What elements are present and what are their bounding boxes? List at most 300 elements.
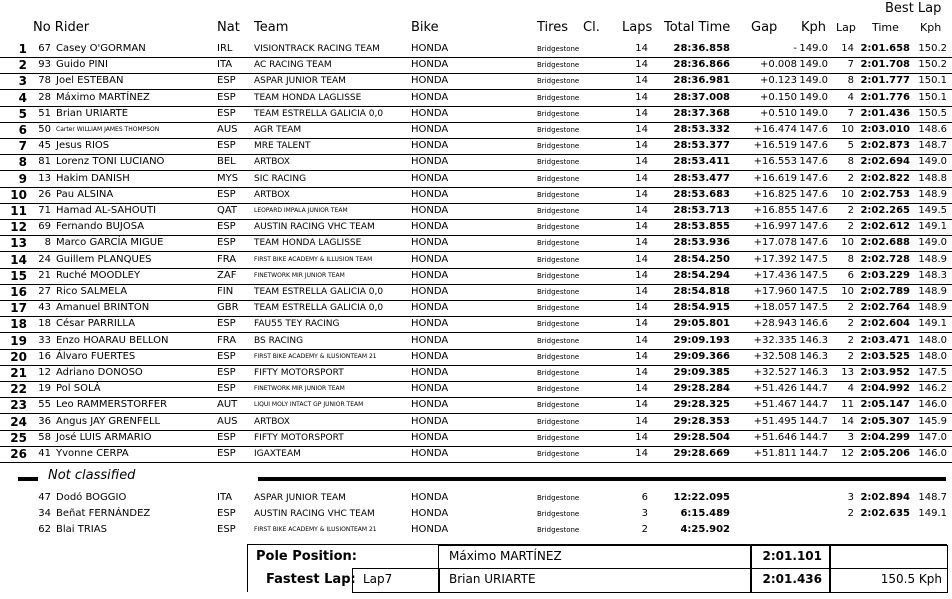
position: 15 bbox=[10, 268, 27, 283]
table-row bbox=[0, 414, 952, 431]
bike: HONDA bbox=[411, 492, 449, 503]
rider-number: 27 bbox=[38, 286, 51, 297]
total-time: 28:54.915 bbox=[673, 302, 730, 314]
bike: HONDA bbox=[411, 524, 449, 535]
laps: 14 bbox=[635, 448, 648, 459]
rider-number: 67 bbox=[38, 43, 51, 54]
gap: +17.436 bbox=[753, 269, 797, 281]
team-name: VISIONTRACK RACING TEAM bbox=[254, 44, 380, 54]
laps: 2 bbox=[641, 524, 648, 535]
team-name: FIRST BIKE ACADEMY & ILUSIONTEAM 21 bbox=[254, 352, 377, 360]
gap: +16.553 bbox=[753, 156, 797, 168]
best-lap-kph: 146.0 bbox=[918, 448, 947, 459]
best-lap-kph: 147.0 bbox=[918, 431, 947, 443]
table-row bbox=[0, 446, 952, 463]
rider-name: Leo RAMMERSTORFER bbox=[56, 399, 168, 411]
kph: 147.5 bbox=[799, 286, 828, 297]
bike: HONDA bbox=[411, 156, 449, 168]
gap: - bbox=[793, 43, 797, 54]
laps: 14 bbox=[635, 59, 648, 71]
fastest-lap-number: Lap7 bbox=[363, 572, 393, 586]
bike: HONDA bbox=[411, 188, 449, 200]
best-lap-kph: 149.1 bbox=[918, 318, 947, 330]
tires: Bridgestone bbox=[537, 401, 580, 410]
kph: 147.5 bbox=[799, 302, 828, 314]
total-time: 28:53.683 bbox=[673, 188, 730, 200]
team-name: IGAXTEAM bbox=[254, 449, 301, 459]
team-name: FINETWORK MIR JUNIOR TEAM bbox=[254, 385, 345, 393]
nationality: ESP bbox=[217, 188, 236, 200]
section-divider-right bbox=[258, 477, 946, 481]
best-lap-kph: 150.2 bbox=[918, 43, 947, 54]
rider-name: Ruché MOODLEY bbox=[56, 269, 141, 281]
rider-number: 43 bbox=[38, 302, 51, 314]
gap: +51.811 bbox=[753, 448, 797, 459]
nationality: ESP bbox=[217, 75, 236, 87]
total-time: 28:53.936 bbox=[673, 237, 730, 249]
best-lap-number: 4 bbox=[847, 383, 854, 395]
rider-number: 26 bbox=[38, 188, 51, 200]
nationality: ESP bbox=[217, 107, 236, 119]
tires: Bridgestone bbox=[537, 417, 580, 426]
best-lap-time: 2:02.604 bbox=[860, 318, 910, 330]
best-lap-kph: 150.1 bbox=[918, 75, 947, 87]
table-row bbox=[0, 219, 952, 236]
rider-number: 58 bbox=[38, 431, 51, 443]
fastest-kph: 150.5 Kph bbox=[880, 572, 942, 586]
best-lap-time: 2:05.147 bbox=[860, 399, 910, 411]
table-row bbox=[0, 349, 952, 366]
tires: Bridgestone bbox=[537, 304, 580, 313]
tires: Bridgestone bbox=[537, 510, 580, 518]
best-lap-time: 2:02.894 bbox=[860, 492, 910, 503]
tires: Bridgestone bbox=[537, 433, 580, 442]
fastest-kph-box bbox=[829, 568, 948, 593]
tires: Bridgestone bbox=[537, 494, 580, 502]
bike: HONDA bbox=[411, 350, 449, 362]
laps: 14 bbox=[635, 75, 648, 87]
tires: Bridgestone bbox=[537, 174, 580, 183]
gap: +32.527 bbox=[753, 367, 797, 378]
laps: 14 bbox=[635, 286, 648, 297]
rider-name: Rico SALMELA bbox=[56, 286, 128, 297]
col-header-total-time: Total Time bbox=[664, 20, 731, 35]
best-lap-number: 14 bbox=[841, 43, 854, 54]
best-lap-kph: 148.8 bbox=[918, 172, 947, 184]
total-time: 29:09.385 bbox=[673, 367, 730, 378]
best-lap-time: 2:02.728 bbox=[860, 253, 910, 265]
best-lap-kph: 150.1 bbox=[918, 91, 947, 103]
rider-number: 34 bbox=[38, 508, 51, 519]
rider-number: 28 bbox=[38, 91, 51, 103]
bike: HONDA bbox=[411, 172, 449, 184]
kph: 146.3 bbox=[799, 367, 828, 378]
table-row bbox=[0, 171, 952, 188]
gap: +0.510 bbox=[759, 107, 797, 119]
col-header-best-lap-time: Time bbox=[872, 21, 899, 34]
rider-name: Hamad AL-SAHOUTI bbox=[56, 205, 157, 216]
position: 26 bbox=[10, 447, 27, 461]
bike: HONDA bbox=[411, 140, 449, 152]
col-header-cl: Cl. bbox=[583, 20, 600, 35]
col-header-best-lap-kph: Kph bbox=[920, 21, 942, 34]
position: 11 bbox=[10, 204, 27, 218]
kph: 149.0 bbox=[799, 107, 828, 119]
best-lap-time: 2:02.822 bbox=[860, 172, 910, 184]
col-header-nat: Nat bbox=[217, 20, 240, 35]
pole-time: 2:01.101 bbox=[762, 549, 822, 563]
kph: 144.7 bbox=[799, 399, 828, 411]
gap: +16.619 bbox=[753, 172, 797, 184]
kph: 147.6 bbox=[799, 124, 828, 135]
total-time: 28:36.858 bbox=[673, 43, 730, 54]
table-row bbox=[0, 300, 952, 317]
total-time: 6:15.489 bbox=[680, 508, 730, 519]
laps: 14 bbox=[635, 205, 648, 216]
col-header-laps: Laps bbox=[622, 20, 653, 35]
position: 5 bbox=[18, 106, 27, 121]
kph: 144.7 bbox=[799, 431, 828, 443]
rider-number: 71 bbox=[38, 205, 51, 216]
laps: 14 bbox=[635, 431, 648, 443]
laps: 14 bbox=[635, 107, 648, 119]
best-lap-number: 4 bbox=[847, 91, 854, 103]
team-name: TEAM ESTRELLA GALICIA 0,0 bbox=[254, 303, 384, 314]
best-lap-number: 2 bbox=[847, 205, 854, 216]
bike: HONDA bbox=[411, 269, 449, 281]
gap: +16.997 bbox=[753, 221, 797, 233]
kph: 144.7 bbox=[799, 415, 828, 427]
tires: Bridgestone bbox=[537, 255, 580, 264]
laps: 14 bbox=[635, 383, 648, 395]
rider-name: Fernando BUJOSA bbox=[56, 221, 145, 233]
bike: HONDA bbox=[411, 237, 449, 249]
nationality: GBR bbox=[217, 302, 239, 314]
rider-number: 12 bbox=[38, 367, 51, 378]
total-time: 28:36.866 bbox=[673, 59, 730, 71]
nationality: ZAF bbox=[217, 269, 237, 281]
rider-number: 24 bbox=[38, 253, 51, 265]
best-lap-number: 7 bbox=[847, 59, 854, 71]
best-lap-kph: 148.9 bbox=[918, 188, 947, 200]
tires: Bridgestone bbox=[537, 190, 580, 199]
table-row bbox=[0, 268, 952, 285]
rider-number: 81 bbox=[38, 156, 51, 168]
gap: +32.508 bbox=[753, 350, 797, 362]
best-lap-time: 2:03.525 bbox=[860, 350, 910, 362]
best-lap-kph: 146.0 bbox=[918, 399, 947, 411]
gap: +0.150 bbox=[759, 91, 797, 103]
laps: 14 bbox=[635, 140, 648, 152]
laps: 14 bbox=[635, 237, 648, 249]
gap: +0.123 bbox=[759, 75, 797, 87]
best-lap-kph: 145.9 bbox=[918, 415, 947, 427]
col-header-bike: Bike bbox=[411, 20, 439, 35]
table-row bbox=[0, 106, 952, 123]
col-header-best-lap-lap: Lap bbox=[836, 21, 856, 34]
team-name: ASPAR JUNIOR TEAM bbox=[254, 76, 346, 87]
tires: Bridgestone bbox=[537, 288, 580, 296]
table-row bbox=[0, 506, 952, 522]
rider-name: Guido PINI bbox=[56, 59, 108, 71]
tires: Bridgestone bbox=[537, 77, 580, 86]
total-time: 28:37.368 bbox=[673, 107, 730, 119]
bike: HONDA bbox=[411, 431, 449, 443]
team-name: MRE TALENT bbox=[254, 141, 311, 152]
rider-name: Lorenz TONI LUCIANO bbox=[56, 156, 165, 168]
tires: Bridgestone bbox=[537, 320, 580, 329]
tires: Bridgestone bbox=[537, 158, 580, 167]
position: 19 bbox=[10, 333, 27, 348]
team-name: AC RACING TEAM bbox=[254, 60, 332, 71]
rider-name: Angus JAY GRENFELL bbox=[56, 415, 161, 427]
nationality: MYS bbox=[217, 172, 239, 184]
bike: HONDA bbox=[411, 75, 449, 87]
gap: +0.008 bbox=[759, 59, 797, 71]
total-time: 4:25.902 bbox=[680, 524, 730, 535]
team-name: TEAM HONDA LAGLISSE bbox=[254, 238, 362, 249]
kph: 149.0 bbox=[799, 59, 828, 71]
kph: 149.0 bbox=[799, 75, 828, 87]
team-name: FIRST BIKE ACADEMY & ILUSIONTEAM 21 bbox=[254, 526, 377, 533]
best-lap-kph: 148.7 bbox=[918, 492, 947, 503]
tires: Bridgestone bbox=[537, 526, 580, 534]
nationality: ESP bbox=[217, 140, 236, 152]
rider-number: 33 bbox=[38, 334, 51, 346]
section-divider-left bbox=[18, 477, 38, 481]
tires: Bridgestone bbox=[537, 369, 580, 377]
rider-number: 41 bbox=[38, 448, 51, 459]
rider-number: 13 bbox=[38, 172, 51, 184]
best-lap-kph: 148.9 bbox=[918, 253, 947, 265]
kph: 146.3 bbox=[799, 350, 828, 362]
laps: 14 bbox=[635, 367, 648, 378]
best-lap-time: 2:02.873 bbox=[860, 140, 910, 152]
tires: Bridgestone bbox=[537, 352, 580, 361]
kph: 147.6 bbox=[799, 188, 828, 200]
position: 24 bbox=[10, 414, 27, 429]
bike: HONDA bbox=[411, 302, 449, 314]
table-row bbox=[0, 154, 952, 171]
bike: HONDA bbox=[411, 59, 449, 71]
position: 16 bbox=[10, 285, 27, 299]
col-header-tires: Tires bbox=[537, 20, 568, 35]
rider-name: Brian URIARTE bbox=[56, 107, 129, 119]
bike: HONDA bbox=[411, 43, 449, 54]
bike: HONDA bbox=[411, 205, 449, 216]
gap: +51.495 bbox=[753, 415, 797, 427]
position: 17 bbox=[10, 301, 27, 316]
rider-name: Marco GARCÍA MIGUE bbox=[56, 237, 164, 249]
fastest-lap-label: Fastest Lap: bbox=[266, 572, 356, 587]
position: 23 bbox=[10, 398, 27, 413]
best-lap-time: 2:02.789 bbox=[860, 286, 910, 297]
total-time: 28:54.250 bbox=[673, 253, 730, 265]
best-lap-number: 11 bbox=[841, 399, 854, 411]
table-row bbox=[0, 397, 952, 414]
total-time: 28:54.818 bbox=[673, 286, 730, 297]
rider-name: Beñat FERNÁNDEZ bbox=[56, 508, 151, 519]
gap: +51.646 bbox=[753, 431, 797, 443]
kph: 146.6 bbox=[799, 318, 828, 330]
best-lap-number: 10 bbox=[841, 188, 854, 200]
team-name: FIFTY MOTORSPORT bbox=[254, 432, 344, 443]
kph: 147.6 bbox=[799, 140, 828, 152]
table-row bbox=[0, 490, 952, 506]
team-name: TEAM HONDA LAGLISSE bbox=[254, 92, 362, 103]
tires: Bridgestone bbox=[537, 239, 580, 248]
rider-name: Pau ALSINA bbox=[56, 188, 114, 200]
rider-number: 21 bbox=[38, 269, 51, 281]
best-lap-number: 3 bbox=[847, 492, 854, 503]
bike: HONDA bbox=[411, 91, 449, 103]
total-time: 29:05.801 bbox=[673, 318, 730, 330]
total-time: 29:28.353 bbox=[673, 415, 730, 427]
team-name: FIRST BIKE ACADEMY & ILLUSION TEAM bbox=[254, 255, 373, 263]
rider-name: César PARRILLA bbox=[56, 318, 136, 330]
position: 8 bbox=[18, 155, 27, 170]
laps: 14 bbox=[635, 188, 648, 200]
nationality: QAT bbox=[217, 205, 238, 216]
gap: +17.392 bbox=[753, 253, 797, 265]
best-lap-number: 2 bbox=[847, 221, 854, 233]
best-lap-time: 2:02.635 bbox=[860, 508, 910, 519]
table-row bbox=[0, 252, 952, 269]
bike: HONDA bbox=[411, 448, 449, 459]
table-row bbox=[0, 284, 952, 301]
kph: 147.5 bbox=[799, 253, 828, 265]
laps: 14 bbox=[635, 269, 648, 281]
rider-name: Enzo HOARAU BELLON bbox=[56, 334, 169, 346]
best-lap-number: 10 bbox=[841, 237, 854, 249]
nationality: ESP bbox=[217, 383, 236, 395]
kph: 149.0 bbox=[799, 91, 828, 103]
rider-name: Jesus RIOS bbox=[56, 140, 110, 152]
best-lap-kph: 149.0 bbox=[918, 156, 947, 168]
best-lap-time: 2:01.777 bbox=[860, 75, 910, 87]
best-lap-kph: 149.0 bbox=[918, 237, 947, 249]
laps: 14 bbox=[635, 91, 648, 103]
rider-name: Joel ESTEBAN bbox=[56, 75, 124, 87]
best-lap-kph: 148.9 bbox=[918, 286, 947, 297]
bike: HONDA bbox=[411, 107, 449, 119]
nationality: ESP bbox=[217, 448, 236, 459]
position: 20 bbox=[10, 349, 27, 364]
gap: +16.855 bbox=[753, 205, 797, 216]
rider-name: Amanuel BRINTON bbox=[56, 302, 150, 314]
best-lap-time: 2:05.307 bbox=[860, 415, 910, 427]
rider-number: 18 bbox=[38, 318, 51, 330]
bike: HONDA bbox=[411, 318, 449, 330]
table-row bbox=[0, 381, 952, 398]
col-header-gap: Gap bbox=[751, 20, 778, 35]
best-lap-number: 12 bbox=[841, 448, 854, 459]
table-row bbox=[0, 122, 952, 139]
rider-number: 8 bbox=[44, 237, 51, 249]
nationality: AUT bbox=[217, 399, 238, 411]
nationality: ESP bbox=[217, 367, 236, 378]
laps: 14 bbox=[635, 302, 648, 314]
best-lap-time: 2:02.694 bbox=[860, 156, 910, 168]
best-lap-number: 10 bbox=[841, 286, 854, 297]
position: 7 bbox=[18, 139, 27, 154]
laps: 6 bbox=[641, 492, 648, 503]
best-lap-kph: 148.3 bbox=[918, 269, 947, 281]
gap: +32.335 bbox=[753, 334, 797, 346]
tires: Bridgestone bbox=[537, 45, 580, 53]
position: 13 bbox=[10, 236, 27, 251]
best-lap-kph: 146.2 bbox=[918, 383, 947, 395]
table-row bbox=[0, 57, 952, 74]
col-header-team: Team bbox=[254, 20, 289, 35]
col-header-best-lap: Best Lap bbox=[885, 1, 942, 16]
kph: 147.5 bbox=[799, 269, 828, 281]
table-row bbox=[0, 203, 952, 220]
table-row bbox=[0, 187, 952, 204]
best-lap-kph: 147.5 bbox=[918, 367, 947, 378]
team-name: FAU55 TEY RACING bbox=[254, 319, 340, 330]
kph: 144.7 bbox=[799, 383, 828, 395]
best-lap-time: 2:04.992 bbox=[860, 383, 910, 395]
position: 3 bbox=[18, 74, 27, 89]
nationality: ESP bbox=[217, 91, 236, 103]
total-time: 12:22.095 bbox=[673, 492, 730, 503]
position: 18 bbox=[10, 317, 27, 332]
nationality: ESP bbox=[217, 318, 236, 330]
laps: 14 bbox=[635, 221, 648, 233]
kph: 144.7 bbox=[799, 448, 828, 459]
best-lap-number: 10 bbox=[841, 124, 854, 135]
gap: +16.825 bbox=[753, 188, 797, 200]
laps: 14 bbox=[635, 415, 648, 427]
best-lap-number: 5 bbox=[847, 140, 854, 152]
rider-name: Máximo MARTÍNEZ bbox=[56, 91, 150, 103]
bike: HONDA bbox=[411, 367, 449, 378]
best-lap-number: 2 bbox=[847, 318, 854, 330]
team-name: LEOPARD IMPALA JUNIOR TEAM bbox=[254, 207, 348, 214]
gap: +16.519 bbox=[753, 140, 797, 152]
total-time: 28:53.713 bbox=[673, 205, 730, 216]
bike: HONDA bbox=[411, 253, 449, 265]
team-name: ARTBOX bbox=[254, 416, 290, 427]
position: 1 bbox=[18, 42, 27, 56]
bike: HONDA bbox=[411, 415, 449, 427]
best-lap-kph: 150.2 bbox=[918, 59, 947, 71]
team-name: LIQUI MOLY INTACT GP JUNIOR TEAM bbox=[254, 401, 364, 409]
tires: Bridgestone bbox=[537, 223, 580, 232]
table-row bbox=[0, 316, 952, 333]
team-name: ARTBOX bbox=[254, 157, 290, 168]
best-lap-kph: 149.1 bbox=[918, 508, 947, 519]
nationality: BEL bbox=[217, 156, 236, 168]
team-name: SIC RACING bbox=[254, 173, 307, 184]
total-time: 28:53.411 bbox=[673, 156, 730, 168]
fastest-rider-box bbox=[438, 568, 752, 593]
best-lap-time: 2:01.708 bbox=[860, 59, 910, 71]
best-lap-number: 3 bbox=[847, 431, 854, 443]
rider-number: 36 bbox=[38, 415, 51, 427]
best-lap-number: 8 bbox=[847, 253, 854, 265]
rider-name: Hakim DANISH bbox=[56, 172, 130, 184]
bike: HONDA bbox=[411, 124, 449, 135]
best-lap-time: 2:01.436 bbox=[860, 107, 910, 119]
rider-number: 62 bbox=[38, 524, 51, 535]
gap: +18.057 bbox=[753, 302, 797, 314]
laps: 14 bbox=[635, 43, 648, 54]
total-time: 28:53.855 bbox=[673, 221, 730, 233]
gap: +17.078 bbox=[753, 237, 797, 249]
rider-name: Carter WILLIAM JAMES THOMPSON bbox=[56, 126, 160, 133]
